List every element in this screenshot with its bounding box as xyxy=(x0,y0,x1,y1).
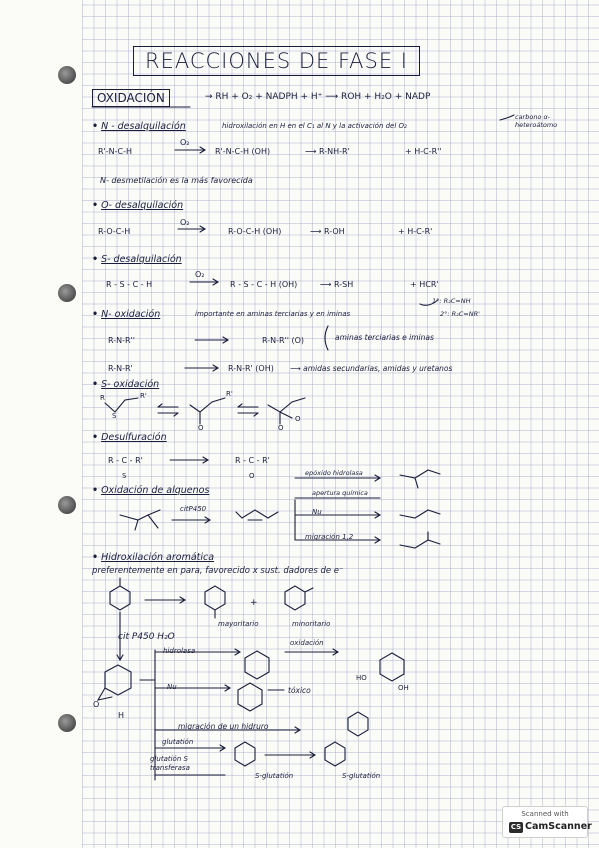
n-oxid-row2-reactant: R-N-R' xyxy=(108,364,133,373)
oxidacion-equation: → RH + O₂ + NADPH + H⁺ ⟶ ROH + H₂O + NADP xyxy=(205,92,431,102)
alquenos-cyp: citP450 xyxy=(180,505,207,513)
s-desalq-reactant: R - S - C - H xyxy=(106,280,153,289)
side-note-arrow xyxy=(500,115,514,120)
o-desalq-product-1: ⟶ R-OH xyxy=(310,227,345,236)
aromatica-arrow-1 xyxy=(145,597,185,603)
n-desalq-product-2: + H-C-R'' xyxy=(405,147,442,156)
alkene-sketch xyxy=(120,510,160,530)
n-oxid-brace xyxy=(325,326,328,350)
aromatica-mayoritario: mayoritario xyxy=(218,620,259,628)
phenol-para xyxy=(205,586,225,610)
epoxide-sketch xyxy=(236,510,278,520)
desulfuracion-arrow xyxy=(170,457,208,463)
camscanner-badge xyxy=(502,806,592,838)
benzene-start xyxy=(110,586,130,610)
n-desalq-reactant: R'-N-C-H xyxy=(98,147,133,156)
epoxide-bridge xyxy=(98,688,112,700)
alquenos-branch-migracion: migración 1,2 xyxy=(305,533,354,541)
n-oxid-row2-note: ⟶ amidas secundarias, amidas y uretanos xyxy=(290,364,453,373)
glutation-arrow-2 xyxy=(265,752,315,758)
oxidacion-heading: OXIDACIÓN xyxy=(92,89,170,107)
hidrolasa-arrow xyxy=(155,649,240,655)
alquenos-arrow xyxy=(172,517,210,523)
svg-text:O: O xyxy=(249,472,255,480)
s-desalq-o2: O₂ xyxy=(195,270,205,279)
aromatica-hidrolasa: hidrolasa xyxy=(163,647,196,655)
scanned-with-label: Scanned with xyxy=(521,810,569,818)
s-oxid-equilibrium-1 xyxy=(158,404,178,416)
alquenos-branch-heads xyxy=(375,475,380,543)
epoxide-o-label: O xyxy=(93,700,100,709)
s-oxid-equilibrium-2 xyxy=(238,404,258,416)
sulfoxide-sketch xyxy=(190,398,225,424)
alquenos-branches xyxy=(295,478,380,540)
glutation-ring-1 xyxy=(235,742,255,766)
alquenos-branch-nu: Nu xyxy=(312,508,322,516)
aromatica-note: preferentemente en para, favorecido x sust. dadores de e⁻ xyxy=(92,566,344,576)
aromatica-glutation: glutatión xyxy=(162,738,194,746)
svg-text:R: R xyxy=(100,394,105,402)
svg-text:S: S xyxy=(122,472,127,480)
migracion-arrow xyxy=(155,727,300,733)
n-desalquilacion-note: hidroxilación en H en el C₁ al N y la activación del O₂ xyxy=(222,122,407,130)
glutation-arrow xyxy=(155,745,225,751)
aromatica-s-glutation-2: S-glutatión xyxy=(342,772,381,780)
s-desalq-product-2: + HCR' xyxy=(410,280,439,289)
phenol-migrated xyxy=(348,712,368,736)
arene-oxide-ring xyxy=(105,665,131,695)
imine-1-note: 1°: R₂C=NH xyxy=(432,297,471,305)
o-desalq-intermediate: R-O-C-H (OH) xyxy=(228,227,282,236)
glutation-ring-2 xyxy=(325,742,345,766)
diol-sketch xyxy=(400,470,440,488)
alquenos-branch-hidrolasa: epóxido hidrolasa xyxy=(305,469,363,477)
n-desalq-arrow xyxy=(175,147,205,153)
svg-text:O: O xyxy=(278,424,284,432)
n-oxid-arrow-2 xyxy=(185,365,218,371)
svg-text:S: S xyxy=(112,412,117,420)
desulfuracion-heading: • Desulfuración xyxy=(92,432,167,443)
aromatica-toxico: tóxico xyxy=(288,686,311,695)
o-desalquilacion-heading: • O- desalquilación xyxy=(92,200,184,211)
o-desalq-o2: O₂ xyxy=(180,218,190,227)
svg-text:R': R' xyxy=(226,390,233,398)
n-desmetilacion-note: N- desmetilación es la más favorecida xyxy=(100,176,253,185)
aromatica-minoritario: minoritario xyxy=(292,620,331,628)
n-oxid-row1-product: R-N-R'' (O) xyxy=(262,336,305,345)
phenol-ortho xyxy=(285,586,305,610)
catechol-ring xyxy=(380,653,404,681)
svg-text:OH: OH xyxy=(398,684,409,692)
s-desalq-product-1: ⟶ R-SH xyxy=(320,280,354,289)
nu-arrow xyxy=(155,685,230,691)
o-desalq-product-2: + H-C-R' xyxy=(398,227,433,236)
svg-text:O: O xyxy=(198,424,204,432)
aromatica-cyp: cit P450 H₂O xyxy=(118,632,175,642)
n-oxidacion-heading: • N- oxidación xyxy=(92,309,161,320)
n-desalq-intermediate: R'-N-C-H (OH) xyxy=(215,147,271,156)
alquenos-branch-apertura: apertura química xyxy=(312,489,368,497)
n-oxid-row1-note: aminas terciarias e iminas xyxy=(335,333,434,342)
aromatica-nu: Nu xyxy=(167,683,177,691)
svg-text:HO: HO xyxy=(356,674,367,682)
n-oxid-row1-reactant: R-N-R'' xyxy=(108,336,135,345)
aromatica-s-glutation: S-glutatión xyxy=(255,772,294,780)
ketone-sketch xyxy=(400,532,440,548)
s-desalq-arrow xyxy=(190,279,218,285)
n-desalq-o2: O₂ xyxy=(180,138,190,147)
s-desalquilacion-heading: • S- desalquilación xyxy=(92,254,182,265)
n-desalquilacion-heading: • N - desalquilación xyxy=(92,121,186,132)
s-oxidacion-heading: • S- oxidación xyxy=(92,379,160,390)
imine-arrow xyxy=(420,300,438,305)
aromatica-migracion: migración de un hidruro xyxy=(178,722,269,731)
o-desalq-reactant: R-O-C-H xyxy=(98,227,131,236)
alquenos-heading: • Oxidación de alquenos xyxy=(92,485,210,496)
page-title: REACCIONES DE FASE I xyxy=(133,46,420,76)
imine-2-note: 2°: R₂C=NR' xyxy=(440,310,480,318)
n-oxid-arrow-1 xyxy=(195,337,228,343)
catechol-arrow xyxy=(285,649,338,655)
svg-text:O: O xyxy=(295,415,301,423)
desulfuracion-product: R - C - R' xyxy=(235,456,270,465)
aromatica-glutation-transferasa: glutatión S transferasa xyxy=(150,755,190,772)
n-oxidacion-note: importante en aminas terciarias y en iminas xyxy=(195,310,351,318)
thioether-sketch xyxy=(105,398,138,412)
camscanner-brand: CamScanner xyxy=(525,821,592,832)
svg-text:+: + xyxy=(250,598,258,608)
n-desalq-product-1: ⟶ R-NH-R' xyxy=(305,147,350,156)
nu-adduct-sketch xyxy=(400,510,440,518)
svg-text:R': R' xyxy=(140,392,147,400)
o-desalq-arrow xyxy=(178,226,205,232)
camscanner-logo: CS xyxy=(510,823,522,831)
nu-adduct-ring xyxy=(238,683,262,711)
epoxide-h-label: H xyxy=(118,711,125,720)
aromatica-heading: • Hidroxilación aromática xyxy=(92,552,215,563)
aromatica-trunk xyxy=(140,650,155,780)
n-oxid-row2-product: R-N-R' (OH) xyxy=(228,364,274,373)
aromatica-arrow-down xyxy=(117,612,123,660)
alpha-heteroatom-note: carbono α-heteroátomo xyxy=(515,113,558,129)
diol-ring xyxy=(245,651,269,679)
aromatica-oxidacion: oxidación xyxy=(290,639,324,647)
s-desalq-intermediate: R - S - C - H (OH) xyxy=(230,280,298,289)
desulfuracion-reactant: R - C - R' xyxy=(108,456,143,465)
